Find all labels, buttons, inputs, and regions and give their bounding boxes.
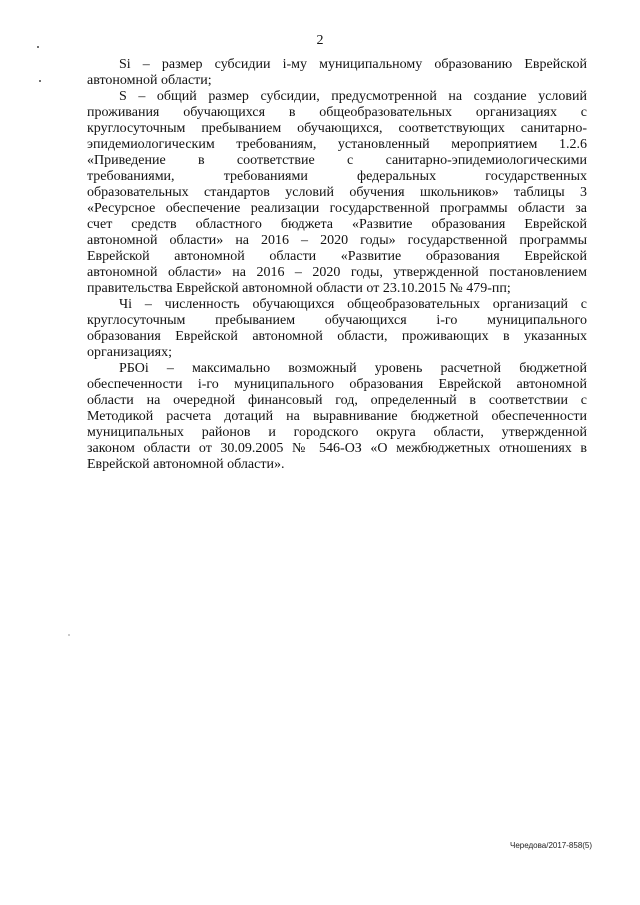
text-line: «Ресурсное обеспечение реализации государственной программы области за bbox=[87, 201, 587, 216]
paragraph-si-definition bbox=[87, 57, 587, 89]
text-line: круглосуточным пребыванием обучающихся, соответствующих санитарно- bbox=[87, 121, 587, 136]
text-line: РБОi – максимально возможный уровень расчетной бюджетной bbox=[119, 361, 587, 376]
text-line: автономной области» на 2016 – 2020 годы, утвержденной постановлением bbox=[87, 265, 587, 280]
scan-speck bbox=[37, 46, 39, 48]
text-line: законом области от 30.09.2005 № 546-ОЗ «О межбюджетных отношениях в bbox=[87, 441, 587, 456]
paragraph-s-definition bbox=[87, 89, 587, 297]
text-line: автономной области; bbox=[87, 73, 212, 88]
text-line: Si – размер субсидии i-му муниципальному образованию Еврейской bbox=[119, 57, 587, 72]
text-line: муниципальных районов и городского округа области, утвержденной bbox=[87, 425, 587, 440]
scan-speck bbox=[68, 634, 70, 636]
text-line: Еврейской автономной области «Развитие образования Еврейской bbox=[87, 249, 587, 264]
scan-speck bbox=[39, 80, 41, 82]
text-line: «Приведение в соответствие с санитарно-эпидемиологическими bbox=[87, 153, 587, 168]
paragraph-chi-definition bbox=[87, 297, 587, 361]
text-line: эпидемиологическим требованиям, установленный мероприятием 1.2.6 bbox=[87, 137, 587, 152]
text-line: S – общий размер субсидии, предусмотренной на создание условий bbox=[119, 89, 587, 104]
document-reference-code: Чередова/2017-858(5) bbox=[510, 841, 593, 850]
text-line: требованиями, требованиями федеральных государственных bbox=[87, 169, 587, 184]
paragraph-rboi-definition bbox=[87, 361, 587, 473]
text-line: образования Еврейской автономной области, проживающих в указанных bbox=[87, 329, 587, 344]
text-line: проживания обучающихся в общеобразовательных организациях с bbox=[87, 105, 587, 120]
text-line: круглосуточным пребыванием обучающихся i-го муниципального bbox=[87, 313, 587, 328]
page-number: 2 bbox=[316, 33, 324, 48]
text-line: правительства Еврейской автономной области от 23.10.2015 № 479-пп; bbox=[87, 281, 511, 296]
text-line: счет средств областного бюджета «Развитие образования Еврейской bbox=[87, 217, 587, 232]
document-body bbox=[87, 57, 587, 473]
text-line: автономной области» на 2016 – 2020 годы» государственной программы bbox=[87, 233, 587, 248]
text-line: организациях; bbox=[87, 345, 172, 360]
text-line: Еврейской автономной области». bbox=[87, 457, 285, 472]
text-line: Методикой расчета дотаций на выравнивание бюджетной обеспеченности bbox=[87, 409, 587, 424]
text-line: Чi – численность обучающихся общеобразовательных организаций с bbox=[119, 297, 587, 312]
text-line: образовательных стандартов условий обучения школьников» таблицы 3 bbox=[87, 185, 587, 200]
text-line: области на очередной финансовый год, определенный в соответствии с bbox=[87, 393, 587, 408]
text-line: обеспеченности i-го муниципального образования Еврейской автономной bbox=[87, 377, 587, 392]
